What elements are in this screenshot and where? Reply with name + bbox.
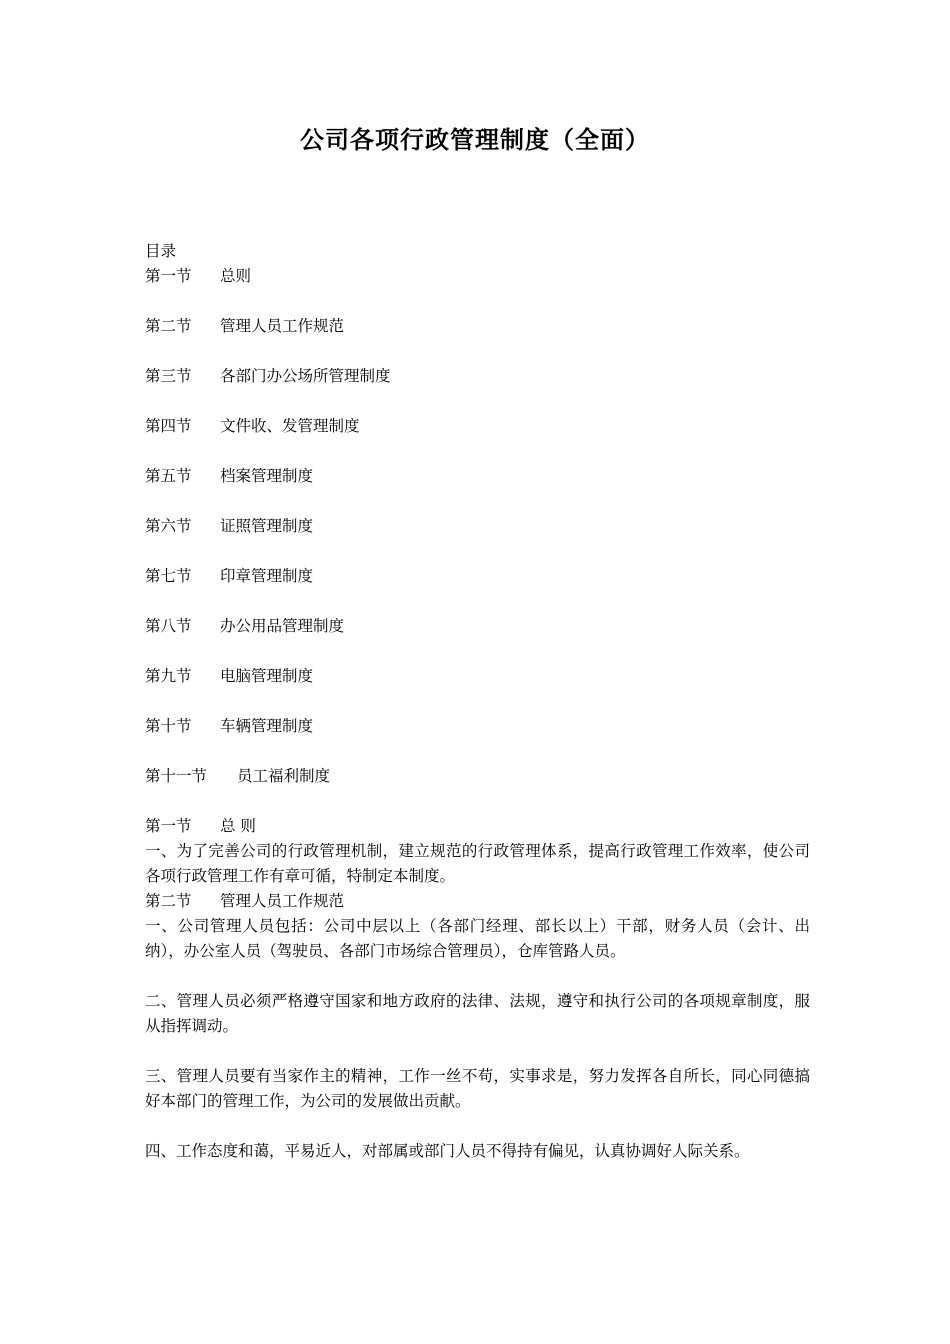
toc-item <box>145 614 810 639</box>
toc-item-title: 车辆管理制度 <box>220 717 314 735</box>
paragraph: 一、公司管理人员包括：公司中层以上（各部门经理、部长以上）干部，财务人员（会计、出纳），办公室人员（驾驶员、各部门市场综合管理员），仓库管路人员。 <box>145 917 810 960</box>
toc-item-number: 第六节 <box>145 517 192 535</box>
toc-heading: 目录 <box>145 242 177 260</box>
paragraph: 四、工作态度和蔼，平易近人，对部属或部门人员不得持有偏见，认真协调好人际关系。 <box>145 1142 750 1160</box>
toc-item <box>145 464 810 489</box>
toc-item-number: 第八节 <box>145 617 192 635</box>
toc-item-title: 各部门办公场所管理制度 <box>220 367 391 385</box>
toc-item-title: 总则 <box>220 267 252 285</box>
toc-item-number: 第七节 <box>145 567 192 585</box>
section-1 <box>145 814 810 889</box>
section-title: 管理人员工作规范 <box>220 892 345 910</box>
toc-item <box>145 364 810 389</box>
toc-item <box>145 514 810 539</box>
paragraph: 一、为了完善公司的行政管理机制，建立规范的行政管理体系，提高行政管理工作效率，使公司各项行政管理工作有章可循，特制定本制度。 <box>145 842 810 885</box>
toc-item-number: 第三节 <box>145 367 192 385</box>
toc-item-number: 第四节 <box>145 417 192 435</box>
toc-item-title: 电脑管理制度 <box>220 667 314 685</box>
toc-item-number: 第十节 <box>145 717 192 735</box>
toc-item-number: 第九节 <box>145 667 192 685</box>
document-body <box>145 239 810 1164</box>
section-number: 第二节 <box>145 892 192 910</box>
section-2 <box>145 889 810 1164</box>
toc-item-number: 第十一节 <box>145 767 208 785</box>
toc-item-title: 证照管理制度 <box>220 517 314 535</box>
section-number: 第一节 <box>145 817 192 835</box>
toc-item-number: 第二节 <box>145 317 192 335</box>
toc-item-title: 文件收、发管理制度 <box>220 417 360 435</box>
toc-item <box>145 664 810 689</box>
toc-item <box>145 314 810 339</box>
toc-item-title: 办公用品管理制度 <box>220 617 345 635</box>
toc-item-title: 档案管理制度 <box>220 467 314 485</box>
section-heading <box>145 889 810 914</box>
section-title: 总 则 <box>220 817 256 835</box>
toc-item <box>145 564 810 589</box>
toc-item-title: 管理人员工作规范 <box>220 317 345 335</box>
section-heading <box>145 814 810 839</box>
paragraph: 二、管理人员必须严格遵守国家和地方政府的法律、法规，遵守和执行公司的各项规章制度，服从指挥调动。 <box>145 992 810 1035</box>
toc-item-number: 第五节 <box>145 467 192 485</box>
toc-item <box>145 414 810 439</box>
paragraph: 三、管理人员要有当家作主的精神，工作一丝不苟，实事求是，努力发挥各自所长，同心同德搞好本部门的管理工作，为公司的发展做出贡献。 <box>145 1067 810 1110</box>
toc-item <box>145 764 810 789</box>
toc-item-title: 员工福利制度 <box>237 767 331 785</box>
toc-item <box>145 264 810 289</box>
toc-item-number: 第一节 <box>145 267 192 285</box>
page-title: 公司各项行政管理制度（全面） <box>300 126 650 154</box>
toc-item <box>145 714 810 739</box>
toc-item-title: 印章管理制度 <box>220 567 314 585</box>
